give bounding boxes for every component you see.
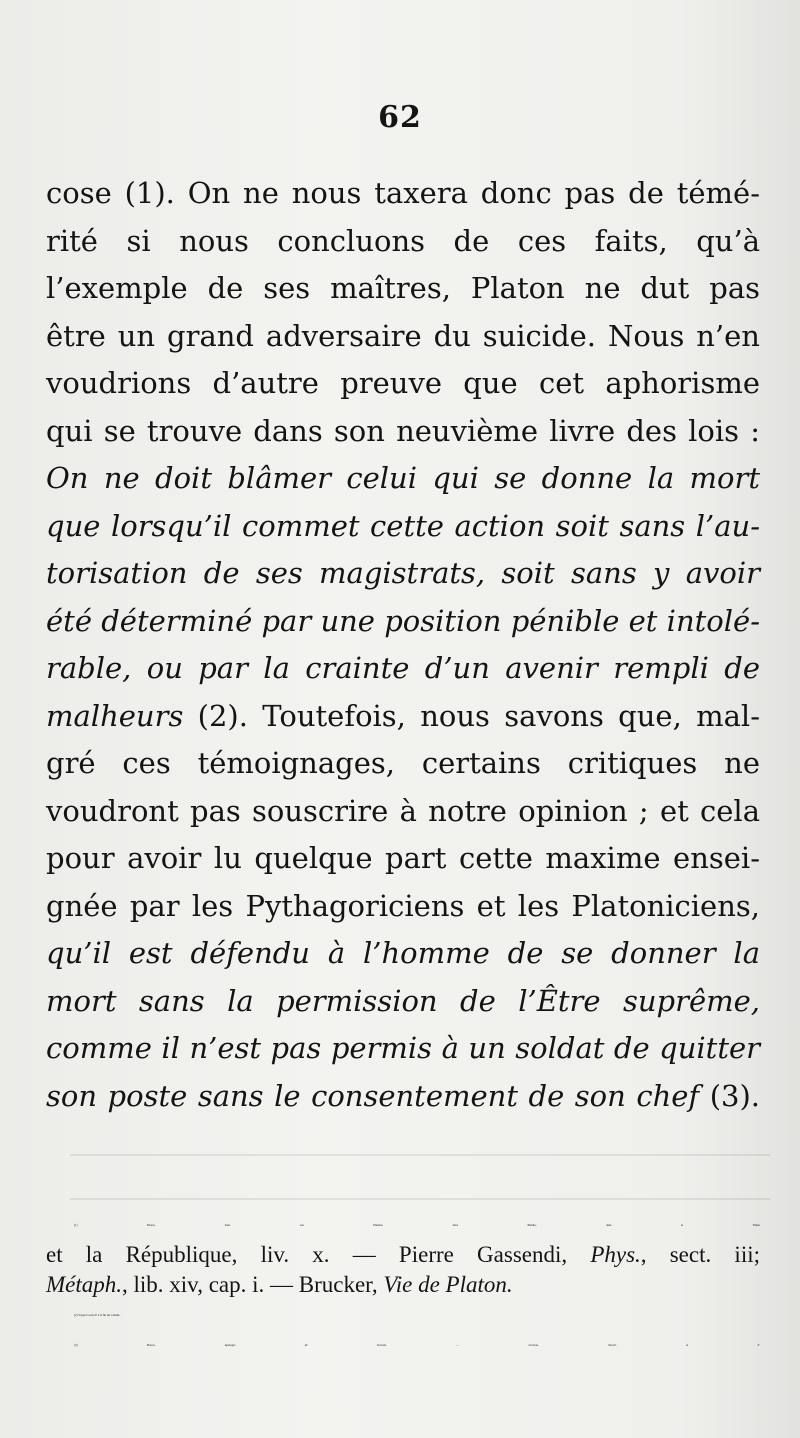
footnotes (46, 1210, 760, 1360)
body-line-italic: que lorsqu’il commet cette action soit sans l’au- (46, 508, 760, 543)
body-text (46, 170, 760, 1120)
body-line-mixed (46, 693, 760, 741)
footnote-1-line-2 (46, 1240, 760, 1270)
footnote-text: (1) Platon, dans son Phédon, dans Phèdre, dans le Timée (74, 1223, 760, 1227)
body-line: pour avoir lu quelque part cette maxime ensei- (46, 841, 760, 875)
page-number: 62 (378, 100, 422, 135)
body-line-italic: rable, ou par la crainte d’un avenir rempli de (46, 651, 760, 685)
body-line: voudrions d’autre preuve que cet aphorisme (46, 366, 760, 400)
body-line-italic: mort sans la permission de l’Être suprême, (46, 983, 760, 1018)
footnote-italic: Apologie de Socrate. (224, 1343, 387, 1347)
body-line-italic: On ne doit blâmer celui qui se donne la mort (46, 461, 760, 495)
footnote-3 (46, 1330, 760, 1360)
footnote-text: (3) Platon, (74, 1343, 225, 1347)
italic-fragment: malheurs (46, 698, 184, 733)
footnote-italic: Tuscul. (608, 1343, 617, 1347)
body-line: l’exemple de ses maîtres, Platon ne dut pas (46, 271, 760, 305)
footnote-text: et la République, liv. x. — Pierre Gassendi, (46, 1242, 591, 1267)
footnote-italic: Vie de Platon. (383, 1272, 513, 1297)
body-line: gnée par les Pythagoriciens et les Platoniciens, (46, 888, 760, 923)
body-line-italic: été déterminé par une position pénible et intolé- (46, 603, 760, 638)
footnote-italic: d’ (757, 1343, 761, 1347)
footnote-italic: Phys. (590, 1242, 641, 1267)
roman-fragment: (3). (699, 1078, 761, 1113)
footnote-text: , sect. iii; (640, 1242, 760, 1267)
body-line-italic: qu’il est défendu à l’homme de se donner la (46, 936, 760, 970)
body-line: voudront pas souscrire à notre opinion ; et cela (46, 793, 760, 828)
footnote-text: — Cicéron, (386, 1343, 609, 1347)
footnote-1-line-3 (46, 1270, 760, 1300)
show-through-ghost-text (70, 1120, 770, 1200)
body-line-italic: comme il n’est pas permis à un soldat de quitter (46, 1031, 760, 1065)
footnote-1-line-1 (46, 1210, 760, 1240)
body-line-italic: torisation de ses magistrats, soit sans y avoir (46, 556, 760, 590)
body-line: être un grand adversaire du suicide. Nous n’en (46, 318, 760, 353)
body-line-mixed (46, 1073, 760, 1121)
body-line: qui se trouve dans son neuvième livre des lois : (46, 413, 760, 448)
footnote-italic: Métaph. (46, 1272, 123, 1297)
footnote-text: et (616, 1343, 758, 1347)
italic-fragment: son poste sans le consentement de son chef (46, 1078, 700, 1113)
footnote-2 (46, 1300, 760, 1330)
body-line: rité si nous concluons de ces faits, qu’à (46, 223, 760, 258)
footnote-text: , lib. xiv, cap. i. — Brucker, (122, 1272, 384, 1297)
roman-fragment: (2). Toutefois, nous savons que, mal- (183, 698, 760, 733)
footnote-text: (2) Voyez la note E à la fin du volume. (74, 1313, 121, 1317)
body-line: cose (1). On ne nous taxera donc pas de témé- (46, 176, 760, 210)
body-line: gré ces témoignages, certains critiques ne (46, 746, 760, 780)
